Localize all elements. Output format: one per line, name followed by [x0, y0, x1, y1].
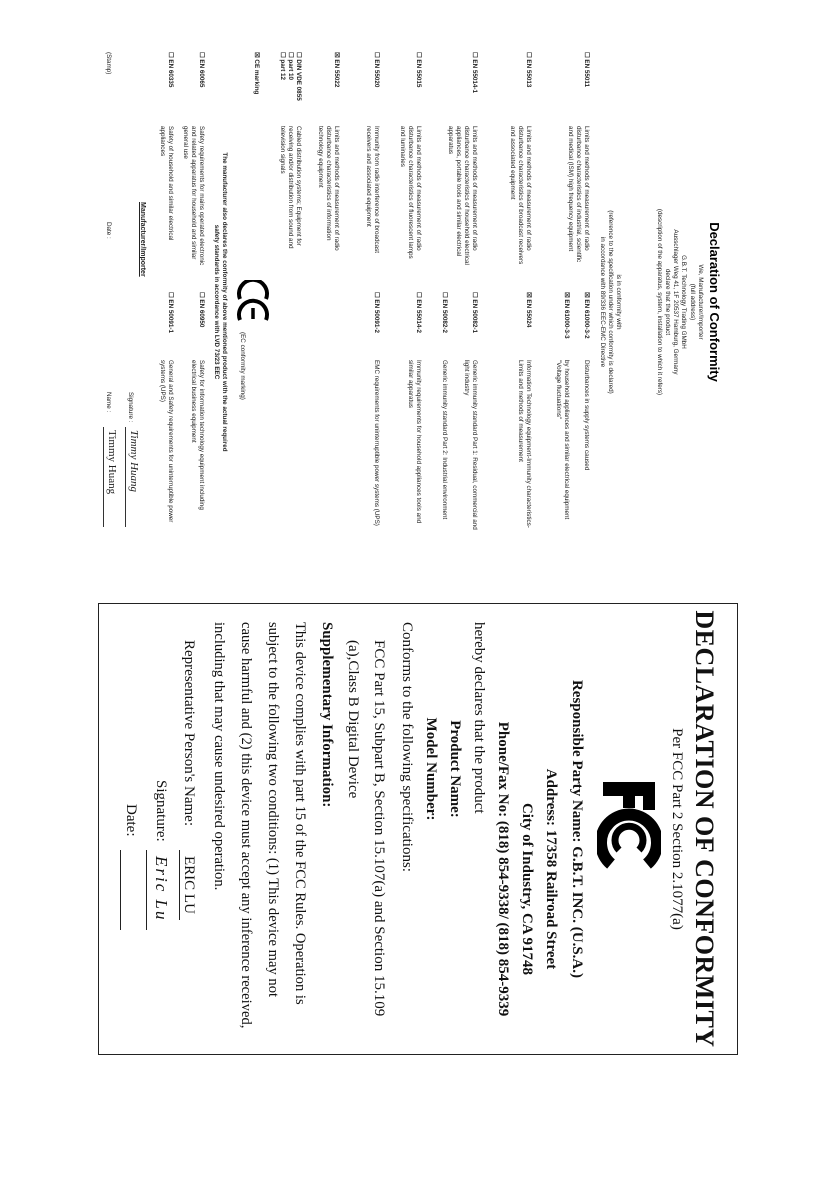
ce-standard-code: ☐ EN 50082-1 [471, 292, 478, 334]
model-number-label: Model Number: [423, 717, 439, 821]
ce-name-line [103, 427, 104, 527]
ce-header-line: We, Manufacturer/Importer [697, 264, 704, 340]
lvd-statement: The manufacturer also declares the conformity of above mentioned product with the actual required safety standards in accordance with LVD 73/23 EEC [213, 152, 228, 452]
ce-marking-note: (EC conformity marking) [239, 332, 246, 400]
ce-mark-icon [236, 280, 270, 324]
fcc-date-line [120, 850, 121, 930]
ce-standard-desc: Immunity from radio interference of broadcast receivers and associated equipment [365, 126, 380, 254]
ce-standard-code: ☐ EN 60950 [198, 292, 205, 328]
ce-standard-desc: Limits and methods of measurement of radio disturbance characteristics of industrial, scientific and medical (ISM) high frequency equipment [567, 126, 590, 263]
rep-name-label: Representative Person's Name: [181, 640, 197, 826]
ce-declaration-content [100, 52, 740, 552]
ce-standard-desc: Disturbances in supply systems caused [583, 360, 590, 471]
ce-standard-desc: by household appliances and similar electrical equipment "Voltage fluctuations" [555, 360, 570, 520]
ce-standard-code: ☒ EN 55024 [525, 292, 532, 328]
fcc-spec-line: FCC Part 15, Subpart B, Section 15.107(a) and Section 15.109 [371, 640, 387, 1017]
ce-standard-code: ☒ EN 61000-3-3 [563, 292, 570, 339]
ce-standard-code: ☐ EN 55013 [525, 52, 532, 88]
ce-standard-code: ☐ EN 60065 [198, 52, 205, 88]
ce-standard-code: ☐ DIN VDE 0855 ☐ part 10 ☐ part 12 [279, 52, 302, 101]
fcc-city: City of Industry, CA 91748 [519, 802, 535, 976]
ce-standard-desc: Generic immunity standard Part 1: Residual, commercial and light industry [463, 360, 478, 530]
supplementary-line: This device complies with part 15 of the FCC Rules. Operation is [292, 622, 308, 1005]
ce-standard-desc: Safety for information technology equipment including electrical business equipment [190, 360, 205, 510]
ce-standard-code: ☐ EN 50082-2 [441, 292, 448, 334]
ce-header-line: (full address) [689, 283, 696, 321]
ce-signature-label: Signature : [127, 392, 134, 423]
ce-standard-desc: Limits and methods of measurement of radio disturbance characteristics of household electrical appliances, portable tools and similar electrical apparatus [447, 126, 478, 265]
ce-conformity-line: is in conformity with [615, 274, 622, 330]
responsible-party: Responsible Party Name: G.B.T. INC. (U.S.A.) [569, 679, 585, 979]
fcc-declares: hereby declares that the product [471, 622, 487, 814]
ce-standard-desc: General and Safety requirements for uninterruptible power systems (UPS) [159, 360, 174, 523]
ce-header-line: G.B.T. Technology Trading GMbH [680, 255, 687, 349]
fcc-subtitle: Per FCC Part 2 Section 2.1077(a) [669, 728, 685, 930]
ce-conformity-line: in accordance with 89/336 EEC-EMC Directive [599, 236, 606, 368]
ce-standard-code: ☐ EN 50091-2 [373, 292, 380, 334]
ce-standard-desc: Safety requirements for mains operated electronic and related apparatus for household and similar general use [182, 126, 205, 266]
ce-standard-desc: Limits and methods of measurement of radio disturbance characteristics of fluorescent lamps and luminaries [399, 126, 422, 259]
fcc-declaration-content [99, 604, 737, 1054]
ce-title: Declaration of Conformity [707, 222, 722, 382]
ce-standard-code: ☐ EN 55011 [583, 52, 590, 88]
ce-standard-code: ☐ EN 55015 [415, 52, 422, 88]
ce-date-label: Date : [105, 222, 112, 239]
fcc-address: Address: 17358 Railroad Street [543, 768, 559, 970]
supplementary-heading: Supplementary Information: [319, 622, 335, 808]
fcc-signature-line [146, 850, 147, 930]
fcc-signature-label: Signature: [153, 780, 169, 842]
ce-standard-desc: Limits and methods of measurement of radio disturbance characteristics of broadcast receivers and associated equipment [509, 126, 532, 265]
fcc-date-label: Date: [123, 804, 139, 837]
supplementary-line: subject to the following two conditions: (1) This device may not [265, 622, 281, 998]
ce-standard-code: ☐ EN 55014-1 [471, 52, 478, 94]
fcc-signature-value: Eric Lu [152, 856, 171, 922]
ce-header-line: (description of the apparatus, system, installation to which it refers) [656, 208, 663, 396]
ce-signature-value: Timmy Huang [128, 430, 140, 493]
ce-standard-code: ☐ EN 55020 [373, 52, 380, 88]
ce-name-label: Name : [105, 392, 112, 413]
ce-standard-desc: Cabled distribution systems; Equipment for receiving and/or distribution from sound and television signals [279, 126, 302, 249]
ce-conformity-line: (reference to the specification under which conformity is declared) [607, 210, 614, 394]
ce-standard-code: ☒ EN 55022 [333, 52, 340, 88]
ce-marking-label: ☒ CE marking [253, 52, 260, 95]
ce-standard-desc: EMC requirements for uninterruptible power systems (UPS) [373, 360, 380, 526]
ce-declaration-panel [100, 52, 740, 552]
ce-standard-code: ☐ EN 60335 [167, 52, 174, 88]
fcc-logo-icon [597, 776, 661, 872]
fcc-conforms: Conforms to the following specifications: [399, 622, 415, 872]
fcc-title: DECLARATION OF CONFORMITY [690, 610, 719, 1048]
supplementary-line: cause harmful and (2) this device must accept any inference received, [238, 622, 254, 1029]
manufacturer-label: Manufacturer/Importer [139, 202, 146, 277]
ce-standard-row [474, 52, 532, 552]
supplementary-line: including that may cause undesired operation. [211, 622, 227, 891]
ce-standard-desc: Generic immunity standard Part 2: Industrial environment [441, 360, 448, 520]
stamp-label: (Stamp) [105, 52, 112, 75]
ce-name-value: Timmy Huang [106, 430, 118, 495]
ce-standard-desc: Information Technology equipment-Immunity characteristics-Limits and methods of measurement [517, 360, 532, 528]
ce-standard-code: ☐ EN 55014-2 [415, 292, 422, 334]
product-name-label: Product Name: [447, 720, 463, 818]
ce-standard-code: ☐ EN 50091-1 [167, 292, 174, 334]
ce-standard-desc: Immunity requirements for household appliances tools and similar apparatus [407, 360, 422, 524]
ce-signature-line [125, 427, 126, 527]
ce-standard-desc: Safety of household and similar electrical appliances [159, 126, 174, 241]
ce-standard-desc: Limits and methods of measurement of radio disturbance characteristics of information technology equipment [317, 126, 340, 251]
ce-header-line: declare that the product [664, 268, 671, 336]
ce-header-line: Ausschlager Weg 41, 1F 20537 Hamburg, Germany [672, 229, 679, 375]
fcc-declaration-panel [98, 603, 738, 1055]
fcc-phone: Phone/Fax No: (818) 854-9338/ (818) 854-9339 [495, 721, 511, 1017]
ce-standard-code: ☒ EN 61000-3-2 [583, 292, 590, 339]
fcc-spec-line: (a),Class B Digital Device [345, 640, 361, 799]
rep-name-value: ERIC LU [179, 850, 197, 920]
